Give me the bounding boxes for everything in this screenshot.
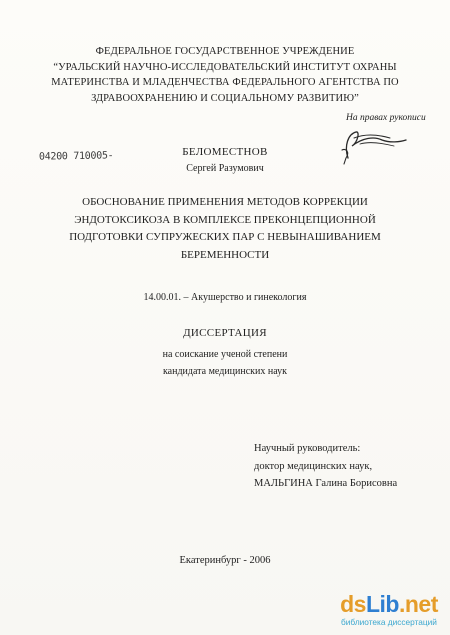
degree-line-2: кандидата медицинских наук (162, 366, 288, 377)
supervisor-position: доктор медицинских наук, (254, 460, 373, 472)
logo-dot: . (398, 591, 405, 617)
logo-ds: ds (340, 591, 366, 617)
degree-statement (0, 346, 450, 380)
logo-lib: Lib (365, 591, 399, 617)
author-name: Сергей Разумович (186, 163, 264, 174)
archive-stamp-number: 04200 710005- (38, 150, 114, 163)
institution-line-3: МАТЕРИНСТВА И МЛАДЕНЧЕСТВА ФЕДЕРАЛЬНОГО АГЕНТСТВА ПО (51, 77, 399, 88)
rights-note: На правах рукописи (346, 113, 426, 123)
institution-line-4: ЗДРАВООХРАНЕНИЮ И СОЦИАЛЬНОМУ РАЗВИТИЮ” (91, 92, 359, 104)
institution-line-1: ФЕДЕРАЛЬНОЕ ГОСУДАРСТВЕННОЕ УЧРЕЖДЕНИЕ (95, 46, 355, 57)
title-line-3: ПОДГОТОВКИ СУПРУЖЕСКИХ ПАР С НЕВЫНАШИВАНИЕМ (69, 231, 381, 243)
supervisor-block (254, 440, 397, 493)
specialty-code: 14.00.01. – Акушерство и гинекология (143, 292, 307, 303)
dissertation-title (0, 194, 450, 264)
supervisor-name: МАЛЬГИНА Галина Борисовна (254, 478, 398, 489)
institution-header (0, 44, 450, 106)
watermark-caption: библиотека диссертаций (341, 617, 437, 627)
title-line-2: ЭНДОТОКСИКОЗА В КОМПЛЕКСЕ ПРЕКОНЦЕПЦИОННОЙ (74, 213, 376, 226)
logo-net: net (404, 591, 438, 617)
institution-line-2: “УРАЛЬСКИЙ НАУЧНО-ИССЛЕДОВАТЕЛЬСКИЙ ИНСТИТУТ ОХРАНЫ (53, 61, 397, 73)
dslib-watermark (336, 592, 442, 627)
title-line-1: ОБОСНОВАНИЕ ПРИМЕНЕНИЯ МЕТОДОВ КОРРЕКЦИИ (82, 196, 368, 208)
document-type: ДИССЕРТАЦИЯ (183, 327, 267, 339)
supervisor-label: Научный руководитель: (254, 443, 361, 454)
dslib-logo (336, 592, 442, 616)
degree-line-1: на соискание ученой степени (162, 349, 288, 360)
author-surname: БЕЛОМЕСТНОВ (182, 146, 268, 158)
city-year: Екатеринбург - 2006 (179, 555, 271, 566)
title-line-4: БЕРЕМЕННОСТИ (180, 248, 270, 261)
